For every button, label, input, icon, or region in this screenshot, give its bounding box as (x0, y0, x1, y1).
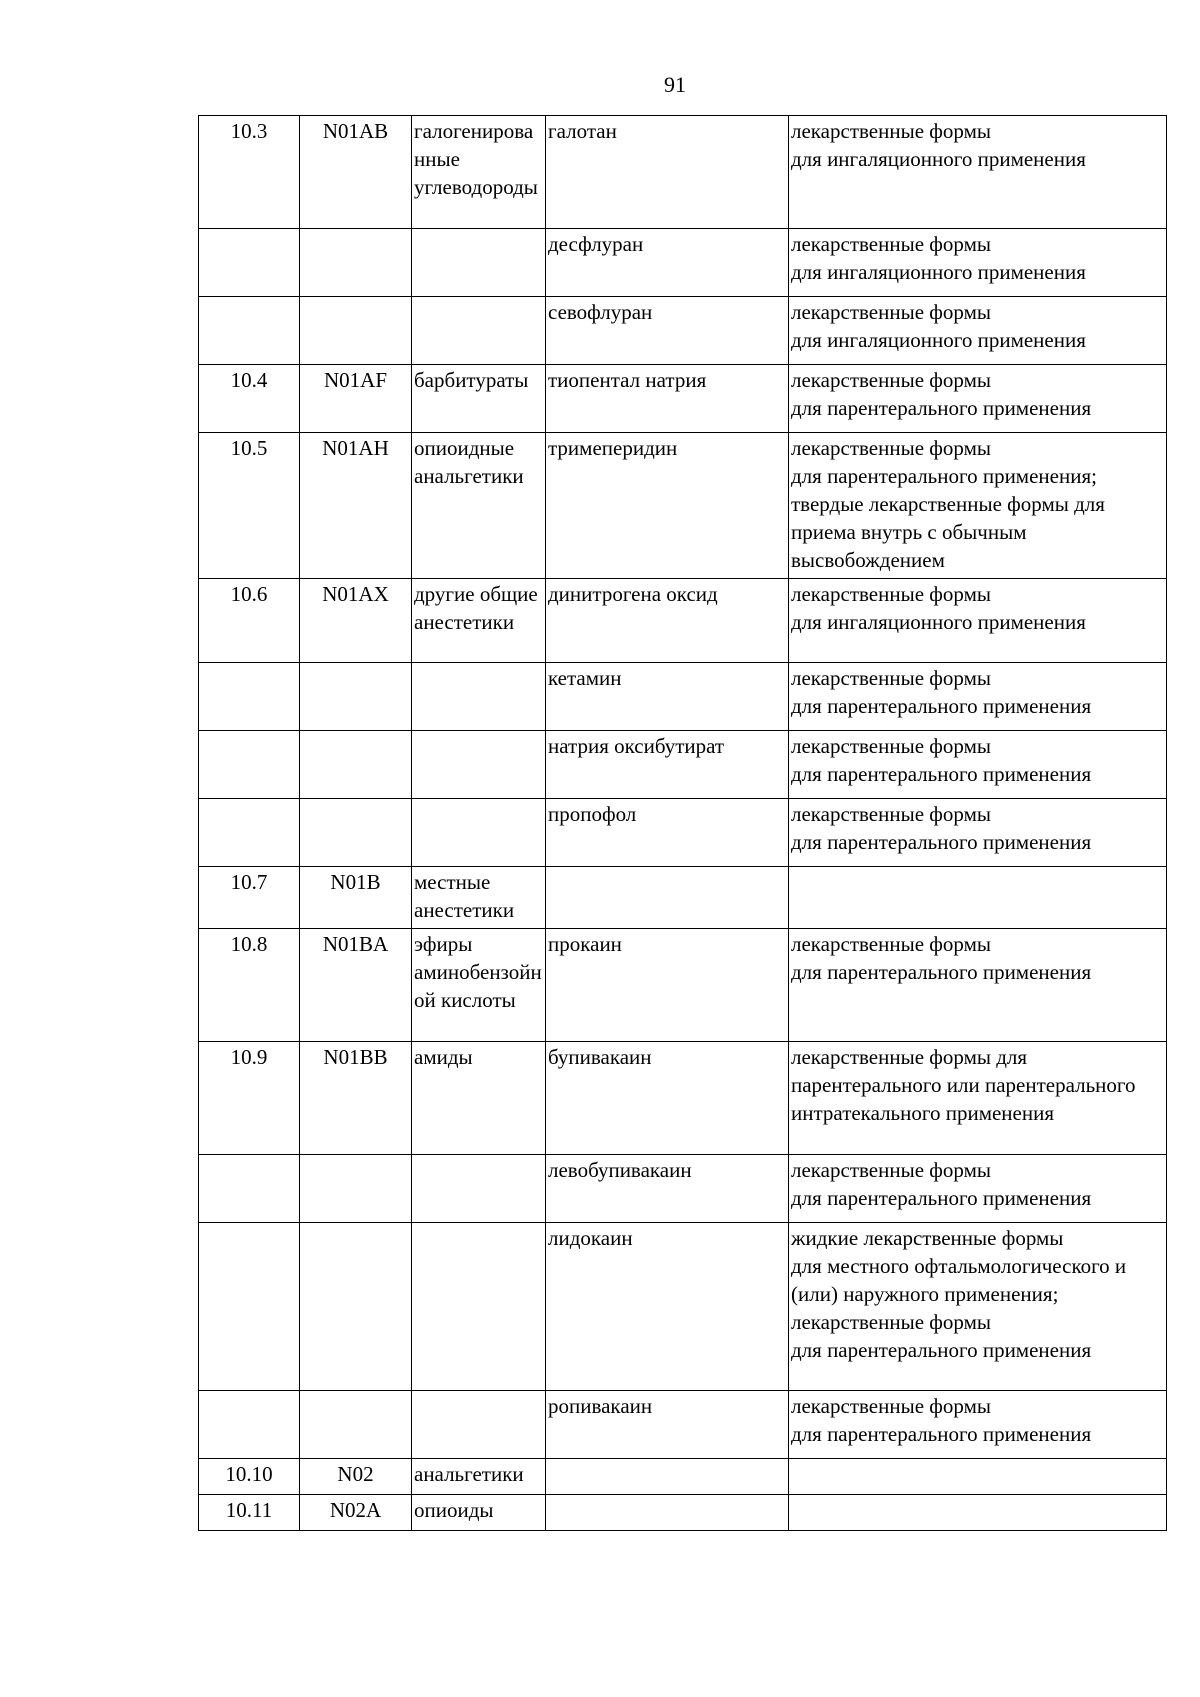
dosage-form-line: лекарственные формы (791, 436, 991, 460)
table-row (199, 663, 1167, 731)
cell-atc-code: N01AX (300, 579, 412, 663)
table-row (199, 1459, 1167, 1495)
cell-atc-code (300, 799, 412, 867)
dosage-form-line: для парентерального применения (791, 396, 1092, 420)
cell-dosage-form (789, 1155, 1167, 1223)
cell-number: 10.9 (199, 1042, 300, 1155)
dosage-form-line: для ингаляционного применения (791, 610, 1086, 634)
dosage-form-line: для парентерального применения (791, 1338, 1092, 1362)
cell-number (199, 799, 300, 867)
dosage-form-line: твердые лекарственные формы для приема внутрь с обычным высвобождением (791, 492, 1105, 572)
cell-atc-code (300, 297, 412, 365)
cell-number (199, 663, 300, 731)
table-row (199, 867, 1167, 929)
cell-dosage-form (789, 929, 1167, 1042)
dosage-form-line: лекарственные формы (791, 1394, 991, 1418)
cell-drug-name: прокаин (546, 929, 789, 1042)
table-row (199, 579, 1167, 663)
dosage-form-line: для парентерального применения (791, 960, 1092, 984)
cell-dosage-form (789, 663, 1167, 731)
cell-dosage-form (789, 579, 1167, 663)
cell-dosage-form (789, 731, 1167, 799)
dosage-form-line: для парентерального применения (791, 762, 1092, 786)
dosage-form-line: лекарственные формы (791, 666, 991, 690)
table-row (199, 1391, 1167, 1459)
dosage-form-line: лекарственные формы (791, 932, 991, 956)
cell-drug-name: кетамин (546, 663, 789, 731)
dosage-form-line: лекарственные формы (791, 802, 991, 826)
cell-dosage-form (789, 365, 1167, 433)
cell-group: анальгетики (412, 1459, 546, 1495)
cell-group: галогенированные углеводороды (412, 116, 546, 229)
dosage-form-line: лекарственные формы (791, 734, 991, 758)
cell-number (199, 1155, 300, 1223)
dosage-form-line: лекарственные формы (791, 1310, 991, 1334)
cell-atc-code (300, 731, 412, 799)
cell-atc-code (300, 1391, 412, 1459)
cell-number: 10.4 (199, 365, 300, 433)
dosage-form-line: для ингаляционного применения (791, 260, 1086, 284)
cell-group: другие общие анестетики (412, 579, 546, 663)
cell-atc-code: N02A (300, 1495, 412, 1531)
table-row (199, 433, 1167, 579)
table-body (199, 116, 1167, 1531)
cell-dosage-form (789, 297, 1167, 365)
cell-group (412, 1155, 546, 1223)
table-row (199, 929, 1167, 1042)
cell-dosage-form (789, 116, 1167, 229)
cell-dosage-form (789, 1495, 1167, 1531)
cell-number (199, 297, 300, 365)
cell-number (199, 229, 300, 297)
cell-drug-name: десфлуран (546, 229, 789, 297)
dosage-form-line: для парентерального применения (791, 694, 1092, 718)
cell-atc-code (300, 229, 412, 297)
cell-number: 10.7 (199, 867, 300, 929)
dosage-form-line: для местного офтальмологического и (или) наружного применения; (791, 1254, 1127, 1306)
cell-drug-name: динитрогена оксид (546, 579, 789, 663)
cell-group: эфиры аминобензойной кислоты (412, 929, 546, 1042)
cell-group (412, 663, 546, 731)
cell-atc-code (300, 1155, 412, 1223)
cell-dosage-form (789, 799, 1167, 867)
cell-number: 10.10 (199, 1459, 300, 1495)
cell-dosage-form (789, 229, 1167, 297)
drug-table (198, 115, 1167, 1531)
table-row (199, 1155, 1167, 1223)
dosage-form-line: для парентерального применения; (791, 464, 1097, 488)
cell-atc-code: N01AB (300, 116, 412, 229)
dosage-form-line: лекарственные формы (791, 582, 991, 606)
cell-number: 10.11 (199, 1495, 300, 1531)
cell-drug-name: тиопентал натрия (546, 365, 789, 433)
cell-group (412, 731, 546, 799)
cell-drug-name (546, 867, 789, 929)
cell-dosage-form (789, 1042, 1167, 1155)
dosage-form-line: для парентерального применения (791, 1186, 1092, 1210)
dosage-form-line: лекарственные формы (791, 368, 991, 392)
cell-atc-code: N01BB (300, 1042, 412, 1155)
cell-drug-name (546, 1459, 789, 1495)
cell-group: амиды (412, 1042, 546, 1155)
cell-atc-code: N01AF (300, 365, 412, 433)
cell-number (199, 1391, 300, 1459)
cell-drug-name: левобупивакаин (546, 1155, 789, 1223)
table-row (199, 365, 1167, 433)
cell-number: 10.8 (199, 929, 300, 1042)
dosage-form-line: лекарственные формы (791, 300, 991, 324)
table-row (199, 229, 1167, 297)
table-row (199, 1223, 1167, 1391)
cell-atc-code: N01B (300, 867, 412, 929)
cell-group (412, 229, 546, 297)
cell-drug-name (546, 1495, 789, 1531)
cell-drug-name: пропофол (546, 799, 789, 867)
cell-atc-code: N01AH (300, 433, 412, 579)
cell-drug-name: лидокаин (546, 1223, 789, 1391)
cell-group (412, 799, 546, 867)
dosage-form-line: лекарственные формы (791, 232, 991, 256)
cell-group: местные анестетики (412, 867, 546, 929)
cell-drug-name: тримеперидин (546, 433, 789, 579)
table-row (199, 799, 1167, 867)
dosage-form-line: лекарственные формы (791, 119, 991, 143)
table-row (199, 731, 1167, 799)
cell-atc-code: N01BA (300, 929, 412, 1042)
dosage-form-line: для ингаляционного применения (791, 328, 1086, 352)
dosage-form-line: для парентерального применения (791, 830, 1092, 854)
cell-group: опиоиды (412, 1495, 546, 1531)
dosage-form-line: для парентерального применения (791, 1422, 1092, 1446)
table-row (199, 1042, 1167, 1155)
cell-drug-name: ропивакаин (546, 1391, 789, 1459)
cell-dosage-form (789, 1223, 1167, 1391)
table-row (199, 1495, 1167, 1531)
cell-atc-code (300, 663, 412, 731)
cell-dosage-form (789, 1459, 1167, 1495)
cell-atc-code: N02 (300, 1459, 412, 1495)
dosage-form-line: лекарственные формы (791, 1158, 991, 1182)
cell-group (412, 1223, 546, 1391)
dosage-form-line: жидкие лекарственные формы (791, 1226, 1064, 1250)
cell-dosage-form (789, 1391, 1167, 1459)
cell-number (199, 731, 300, 799)
cell-number: 10.3 (199, 116, 300, 229)
cell-dosage-form (789, 433, 1167, 579)
table-row (199, 297, 1167, 365)
cell-group: барбитураты (412, 365, 546, 433)
cell-dosage-form (789, 867, 1167, 929)
cell-drug-name: бупивакаин (546, 1042, 789, 1155)
cell-group (412, 297, 546, 365)
cell-number (199, 1223, 300, 1391)
cell-number: 10.6 (199, 579, 300, 663)
cell-group (412, 1391, 546, 1459)
cell-drug-name: севофлуран (546, 297, 789, 365)
page-number: 91 (664, 72, 686, 97)
dosage-form-line: лекарственные формы для парентерального или парентерального интратекального применения (791, 1045, 1136, 1125)
cell-drug-name: галотан (546, 116, 789, 229)
cell-group: опиоидные анальгетики (412, 433, 546, 579)
table-row (199, 116, 1167, 229)
cell-drug-name: натрия оксибутират (546, 731, 789, 799)
dosage-form-line: для ингаляционного применения (791, 147, 1086, 171)
cell-number: 10.5 (199, 433, 300, 579)
cell-atc-code (300, 1223, 412, 1391)
